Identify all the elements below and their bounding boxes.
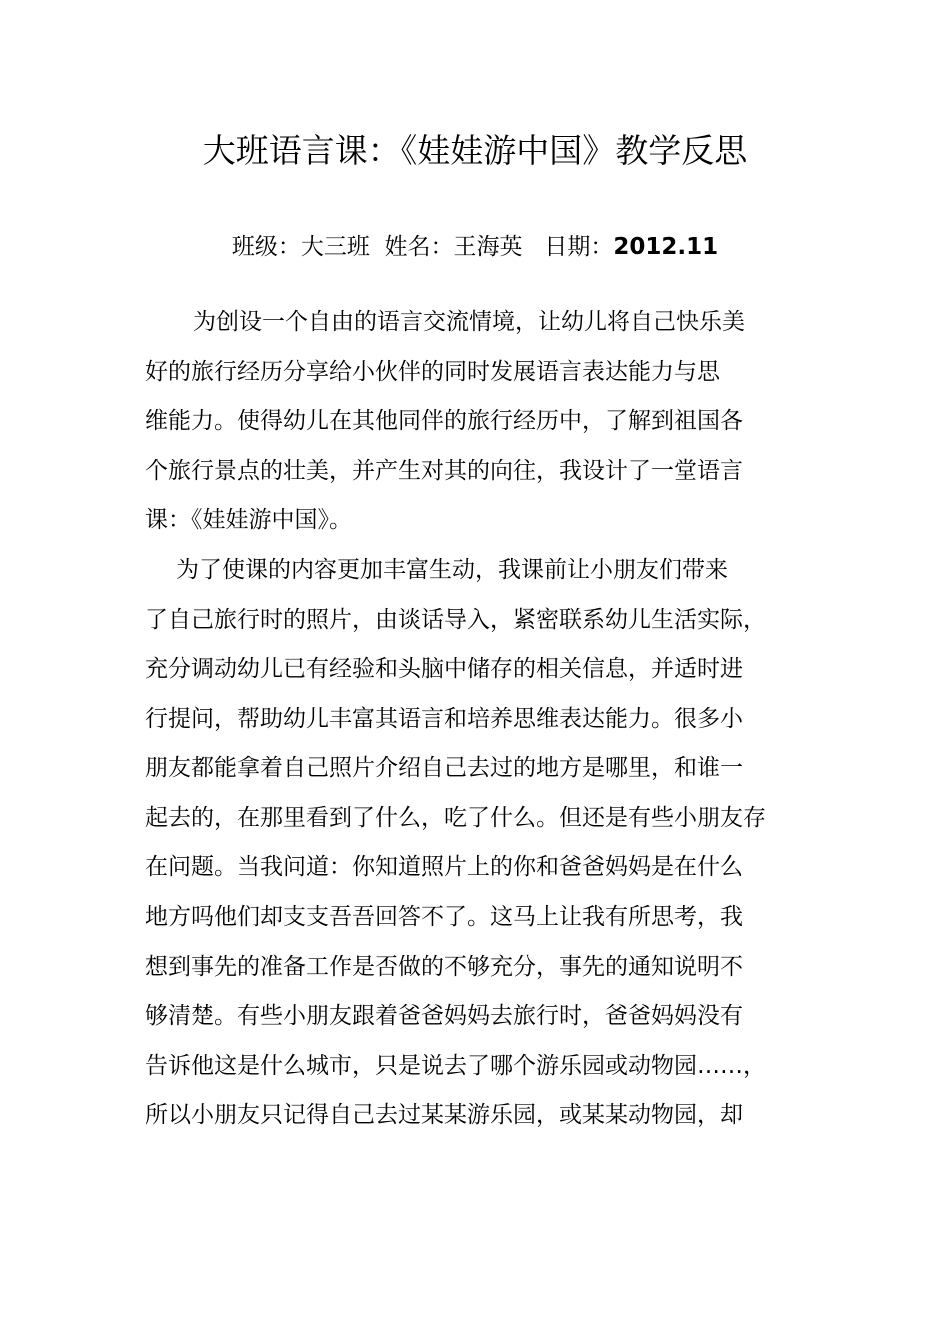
paragraph-2-line: 地方吗他们却支支吾吾回答不了。这马上让我有所思考，我: [145, 904, 743, 930]
paragraph-2-line: 了自己旅行时的照片，由谈话导入，紧密联系幼儿生活实际，: [145, 607, 766, 633]
paragraph-2-line: 为了使课的内容更加丰富生动，我课前让小朋友们带来: [176, 557, 728, 583]
paragraph-1-line: 好的旅行经历分享给小伙伴的同时发展语言表达能力与思: [145, 359, 720, 385]
document-meta: [0, 230, 950, 264]
paragraph-1-line: 维能力。使得幼儿在其他同伴的旅行经历中，了解到祖国各: [145, 408, 743, 434]
date-label: 日期：: [544, 234, 614, 260]
paragraph-1-line: 个旅行景点的壮美，并产生对其的向往，我设计了一堂语言: [145, 458, 743, 484]
document-title: 大班语言课：《娃娃游中国》教学反思: [202, 131, 748, 170]
paragraph-2-line: 想到事先的准备工作是否做的不够充分，事先的通知说明不: [145, 954, 743, 980]
paragraph-2-line: 所以小朋友只记得自己去过某某游乐园，或某某动物园，却: [145, 1102, 743, 1128]
paragraph-1-line: 课：《娃娃游中国》。: [145, 507, 352, 533]
paragraph-2-line: 充分调动幼儿已有经验和头脑中储存的相关信息，并适时进: [145, 656, 743, 682]
date-value: 2012.11: [613, 234, 719, 260]
paragraph-2-line: 告诉他这是什么城市，只是说去了哪个游乐园或动物园……，: [145, 1053, 766, 1079]
paragraph-2-line: 朋友都能拿着自己照片介绍自己去过的地方是哪里，和谁一: [145, 755, 743, 781]
paragraph-2-line: 够清楚。有些小朋友跟着爸爸妈妈去旅行时，爸爸妈妈没有: [145, 1003, 743, 1029]
paragraph-2-line: 行提问，帮助幼儿丰富其语言和培养思维表达能力。很多小: [145, 706, 743, 732]
paragraph-2-line: 起去的，在那里看到了什么，吃了什么。但还是有些小朋友存: [145, 805, 766, 831]
name-label: 姓名：王海英: [384, 234, 523, 260]
class-label: 班级：大三班: [231, 234, 370, 260]
paragraph-1-line: 为创设一个自由的语言交流情境，让幼儿将自己快乐美: [193, 309, 745, 335]
paragraph-2-line: 在问题。当我问道：你知道照片上的你和爸爸妈妈是在什么: [145, 854, 743, 880]
